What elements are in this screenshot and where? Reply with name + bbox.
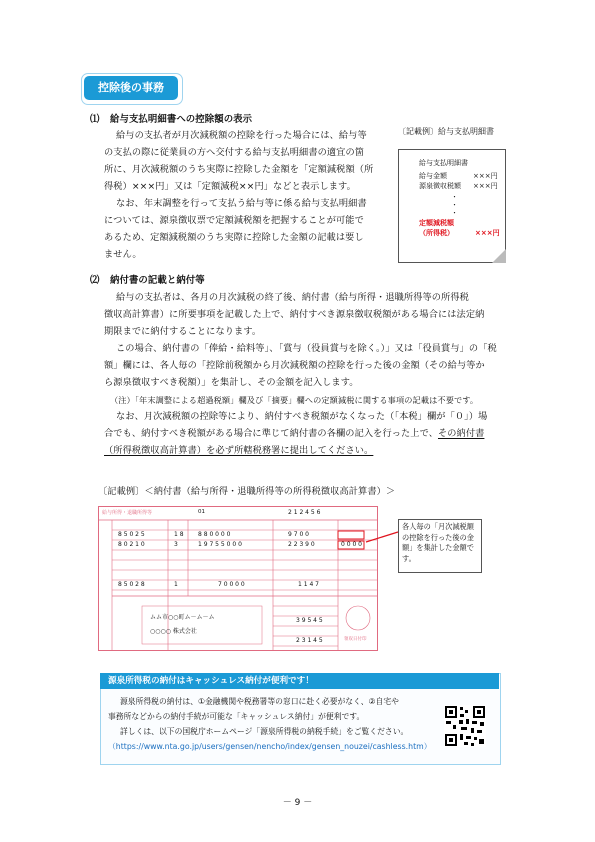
form-cell: 3 — [174, 541, 178, 548]
form-cell: 0 0 0 0 — [341, 541, 362, 548]
payslip-red-value: ×××円 — [475, 229, 500, 237]
form-header-code: 2 1 2 4 5 6 — [288, 509, 321, 516]
form-cell: 7 0 0 0 0 — [218, 581, 245, 588]
form-cell: 8 5 0 2 5 — [118, 531, 145, 538]
sec1-line: あるため、定額減税額のうち実際に控除した金額の記載は要し — [104, 232, 364, 243]
payslip-red-label1: 定額減税額 — [419, 219, 454, 227]
form-cell: 1 — [174, 581, 178, 588]
form-total: 3 9 5 4 5 — [296, 617, 323, 624]
payslip-row1-label: 給与金額 — [419, 172, 447, 180]
qr-code-icon[interactable] — [444, 705, 486, 747]
sec1-line: ません。 — [104, 249, 142, 260]
payslip-row2-label: 源泉徴収税額 — [419, 182, 461, 190]
form-cell: 2 2 3 9 0 — [288, 541, 315, 548]
cashless-url-link[interactable]: （https://www.nta.go.jp/users/gensen/nencho/index/gensen_nouzei/cashless.htm） — [108, 742, 432, 751]
sec2-line-plain: 合でも、納付すべき税額がある場合に準じて納付書の各欄の記入を行った上で、 — [104, 428, 438, 439]
sec1-line: については、源泉徴収票で定額減税額を把握することが可能で — [104, 215, 364, 226]
page-fold-icon — [492, 249, 506, 263]
form-company-name: ○○○○ 株式会社 — [150, 628, 197, 635]
sec2-line: 額」欄には、各人毎の「控除前税額から月次減税額の控除を行った後の金額（その給与等か — [104, 360, 485, 371]
sec1-line: の支払の際に従業員の方へ交付する給与支払明細書の適宜の箇 — [104, 147, 365, 158]
sec2-line: この場合、納付書の「俸給・給料等」、「賞与（役員賞与を除く。）」又は「役員賞与」の「税 — [116, 343, 497, 354]
sec2-line: 期限までに納付することになります。 — [104, 326, 262, 337]
sec2-line: 徴収高計算書）に所要事項を記載した上で、納付すべき源泉徴収税額がある場合には法定納 — [104, 309, 485, 320]
cashless-heading: 源泉所得税の納付はキャッシュレス納付が便利です！ — [100, 673, 499, 689]
cashless-line: 源泉所得税の納付は、①金融機関や税務署等の窓口に赴く必要がなく、②自宅や — [120, 697, 399, 706]
form-total: 2 3 1 4 5 — [296, 637, 323, 644]
payment-slip-form — [98, 506, 378, 651]
payslip-dot: ・ — [451, 209, 458, 217]
example2-caption: 〔記載例〕＜納付書（給与所得・退職所得等の所得税徴収高計算書）＞ — [98, 486, 396, 497]
cashless-line: 詳しくは、以下の国税庁ホームページ「源泉所得税の納税手続」をご覧ください。 — [120, 727, 409, 736]
payslip-example — [398, 149, 506, 263]
page-number: － 9 － — [282, 798, 313, 808]
form-cell: 8 8 0 0 0 0 — [198, 531, 231, 538]
sec1-line: なお、年末調整を行って支払う給与等に係る給与支払明細書 — [116, 198, 367, 209]
form-seal-label: 領収日付印 — [344, 637, 367, 642]
sec2-line: 給与の支払者は、各月の月次減税の終了後、納付書（給与所得・退職所得等の所得税 — [116, 292, 469, 303]
sec2-number: ⑵ — [90, 275, 100, 286]
form-address: ムム市○○町ム－ム－ム — [150, 614, 215, 621]
payslip-red-label2: （所得税） — [419, 229, 454, 237]
form-cell: 8 5 0 2 8 — [118, 581, 145, 588]
payslip-dot: ・ — [451, 193, 458, 201]
sec2-line-underlined: （所得税徴収高計算書）を必ず所轄税務署に提出してください。 — [104, 445, 374, 456]
section-badge: 控除後の事務 — [84, 76, 178, 100]
form-cell: 1 9 7 5 5 0 0 0 — [198, 541, 242, 548]
form-cell: 8 0 2 1 0 — [118, 541, 145, 548]
sec2-note: （注）「年末調整による超過税額」欄及び「摘要」欄への定額減税に関する事項の記載は不要です。 — [110, 395, 479, 405]
payment-slip-frame — [98, 506, 378, 651]
sec1-line: 給与の支払者が月次減税額の控除を行った場合には、給与等 — [116, 130, 367, 141]
sec2-line — [104, 426, 484, 442]
sec1-title: 給与支払明細書への控除額の表示 — [110, 114, 253, 125]
payslip-dot: ・ — [451, 201, 458, 209]
form-cell: 9 7 0 0 — [288, 531, 309, 538]
sec1-number: ⑴ — [90, 114, 100, 125]
form-cell: 1 1 4 7 — [298, 581, 319, 588]
sec1-line: 所に、月次減税額のうち実際に控除した金額を「定額減税額（所 — [104, 164, 374, 175]
form-callout: 各人毎の「月次減税額の控除を行った後の金額」を集計した金額です。 — [398, 519, 482, 573]
sec2-line: ら源泉徴収すべき税額）」を集計し、その金額を記入します。 — [104, 377, 359, 388]
form-cell: 1 8 — [174, 531, 184, 538]
example1-caption: 〔記載例〕給与支払明細書 — [398, 127, 494, 136]
cashless-line: 事務所などからの納付手続が可能な「キャッシュレス納付」が便利です。 — [108, 712, 365, 721]
sec1-line: 得税）×××円」又は「定額減税××円」などと表示します。 — [104, 181, 356, 192]
form-header-mid: 01 — [198, 509, 205, 515]
sec2-line-underlined: その納付書 — [437, 428, 485, 439]
payslip-row2-value: ×××円 — [473, 182, 498, 190]
payslip-title: 給与支払明細書 — [419, 159, 468, 167]
form-header-left: 給与所得・退職所得等 — [102, 510, 153, 516]
callout-arrow-icon — [364, 528, 400, 548]
sec2-title: 納付書の記載と納付等 — [110, 275, 205, 286]
sec2-line: なお、月次減税額の控除等により、納付すべき税額がなくなった（「本税」欄が「０」）場 — [116, 411, 488, 422]
payslip-row1-value: ×××円 — [473, 172, 498, 180]
